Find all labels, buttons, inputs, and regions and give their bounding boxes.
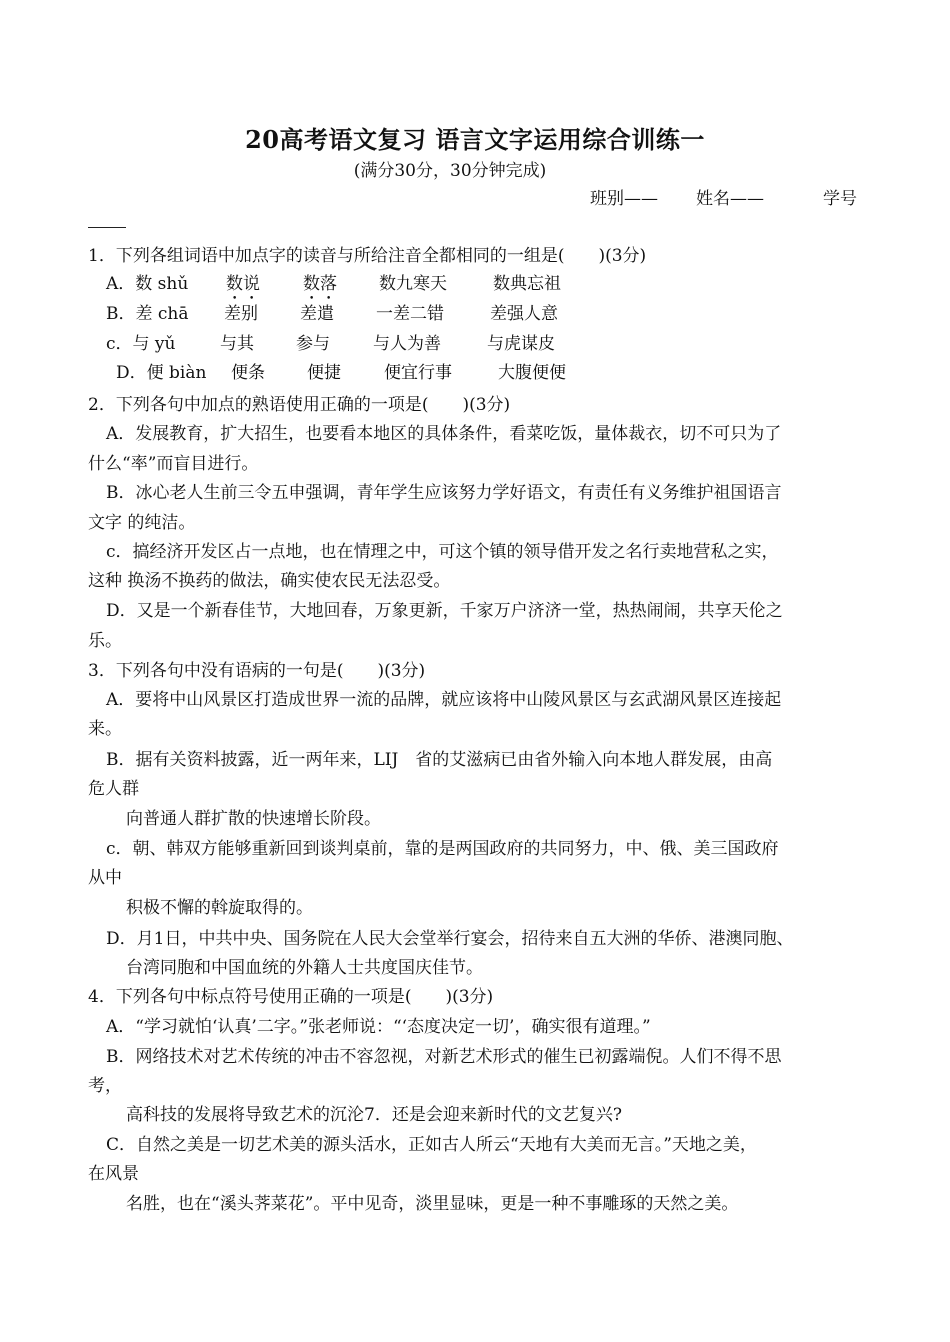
q3-option-b-cont2: 向普通人群扩散的快速增长阶段。 (126, 809, 381, 829)
q3-option-d-cont: 台湾同胞和中国血统的外籍人士共度国庆佳节。 (126, 958, 483, 978)
q1-b-label: B．差 chā (106, 304, 189, 324)
q4-option-b-cont: 考， (88, 1076, 122, 1096)
q1-c-word: 与其 (220, 334, 254, 354)
q2-option-b: B．冰心老人生前三令五申强调，青年学生应该努力学好语文，有责任有义务维护祖国语言 (106, 483, 782, 503)
class-field-label: 班别—— (590, 189, 658, 209)
q4-option-c-cont: 在风景 (88, 1164, 139, 1184)
q1-c-word: 与人为善 (373, 334, 441, 354)
q2-stem: 2．下列各句中加点的熟语使用正确的一项是( )(3分) (88, 395, 511, 415)
q4-stem: 4．下列各句中标点符号使用正确的一项是( )(3分) (88, 987, 494, 1007)
q1-a-word: 数九寒天 (379, 274, 447, 294)
q1-a-word: 数落 (303, 274, 337, 294)
q1-a-word: 数说 (226, 274, 260, 294)
q2-option-d-cont: 乐。 (88, 631, 122, 651)
q4-option-a: A．“学习就怕‘认真’二字。”张老师说：“‘态度决定一切’，确实很有道理。” (106, 1017, 651, 1037)
q4-option-b: B．网络技术对艺术传统的冲击不容忽视，对新艺术形式的催生已初露端倪。人们不得不思 (106, 1047, 782, 1067)
q1-b-word: 一差二错 (376, 304, 444, 324)
q1-d-label: D．便 biàn (116, 363, 207, 383)
q3-option-c-cont2: 积极不懈的斡旋取得的。 (126, 898, 313, 918)
q2-option-c-cont: 这种 换汤不换药的做法，确实使农民无法忍受。 (88, 571, 451, 591)
q1-b-word: 差强人意 (490, 304, 558, 324)
q4-option-c-cont2: 名胜，也在“溪头荠菜花”。平中见奇，淡里显味，更是一种不事雕琢的天然之美。 (126, 1194, 739, 1214)
student-id-label: 学号 (823, 189, 857, 209)
q1-c-label: c．与 yǔ (106, 334, 176, 354)
q1-b-word: 差遣 (300, 304, 334, 324)
q1-c-word: 与虎谋皮 (487, 334, 555, 354)
q4-option-b-cont2: 高科技的发展将导致艺术的沉沦7．还是会迎来新时代的文艺复兴? (126, 1105, 622, 1125)
q2-option-a: A．发展教育，扩大招生，也要看本地区的具体条件，看菜吃饭，量体裁衣，切不可只为了 (106, 424, 782, 444)
q3-option-c: c．朝、韩双方能够重新回到谈判桌前，靠的是两国政府的共同努力，中、俄、美三国政府 (106, 839, 779, 859)
q2-option-b-cont: 文字 的纯洁。 (88, 513, 196, 533)
q1-d-word: 大腹便便 (498, 363, 566, 383)
q3-option-b-cont: 危人群 (88, 779, 139, 799)
q2-option-a-cont: 什么“率”而盲目进行。 (88, 454, 259, 474)
q1-c-word: 参与 (296, 334, 330, 354)
q3-option-a-cont: 来。 (88, 719, 122, 739)
q3-option-b: B．据有关资料披露，近一两年来，LIJ 省的艾滋病已由省外输入向本地人群发展，由高 (106, 750, 773, 770)
q1-a-label: A．数 shǔ (106, 274, 189, 294)
q3-stem: 3．下列各句中没有语病的一句是( )(3分) (88, 661, 426, 681)
q1-b-word: 差别 (224, 304, 258, 324)
q1-d-word: 便捷 (307, 363, 341, 383)
document-title: 20高考语文复习 语言文字运用综合训练一 (245, 125, 705, 154)
q1-d-word: 便宜行事 (384, 363, 452, 383)
q2-option-c: c．搞经济开发区占一点地，也在情理之中，可这个镇的领导借开发之名行卖地营私之实， (106, 542, 779, 562)
q1-d-word: 便条 (231, 363, 265, 383)
q1-stem: 1．下列各组词语中加点字的读音与所给注音全都相同的一组是( )(3分) (88, 246, 647, 266)
student-id-blank (88, 227, 126, 228)
q3-option-d: D．月1日，中共中央、国务院在人民大会堂举行宴会，招待来自五大洲的华侨、港澳同胞、 (106, 929, 794, 949)
q3-option-a: A．要将中山风景区打造成世界一流的品牌，就应该将中山陵风景区与玄武湖风景区连接起 (106, 690, 782, 710)
q4-option-c: C．自然之美是一切艺术美的源头活水，正如古人所云“天地有大美而无言。”天地之美， (106, 1135, 757, 1155)
q3-option-c-cont: 从中 (88, 868, 122, 888)
q2-option-d: D．又是一个新春佳节，大地回春，万象更新，千家万户济济一堂，热热闹闹，共享天伦之 (106, 601, 783, 621)
name-field-label: 姓名—— (696, 189, 764, 209)
document-subtitle: (满分30分，30分钟完成) (353, 161, 547, 181)
q1-a-word: 数典忘祖 (493, 274, 561, 294)
